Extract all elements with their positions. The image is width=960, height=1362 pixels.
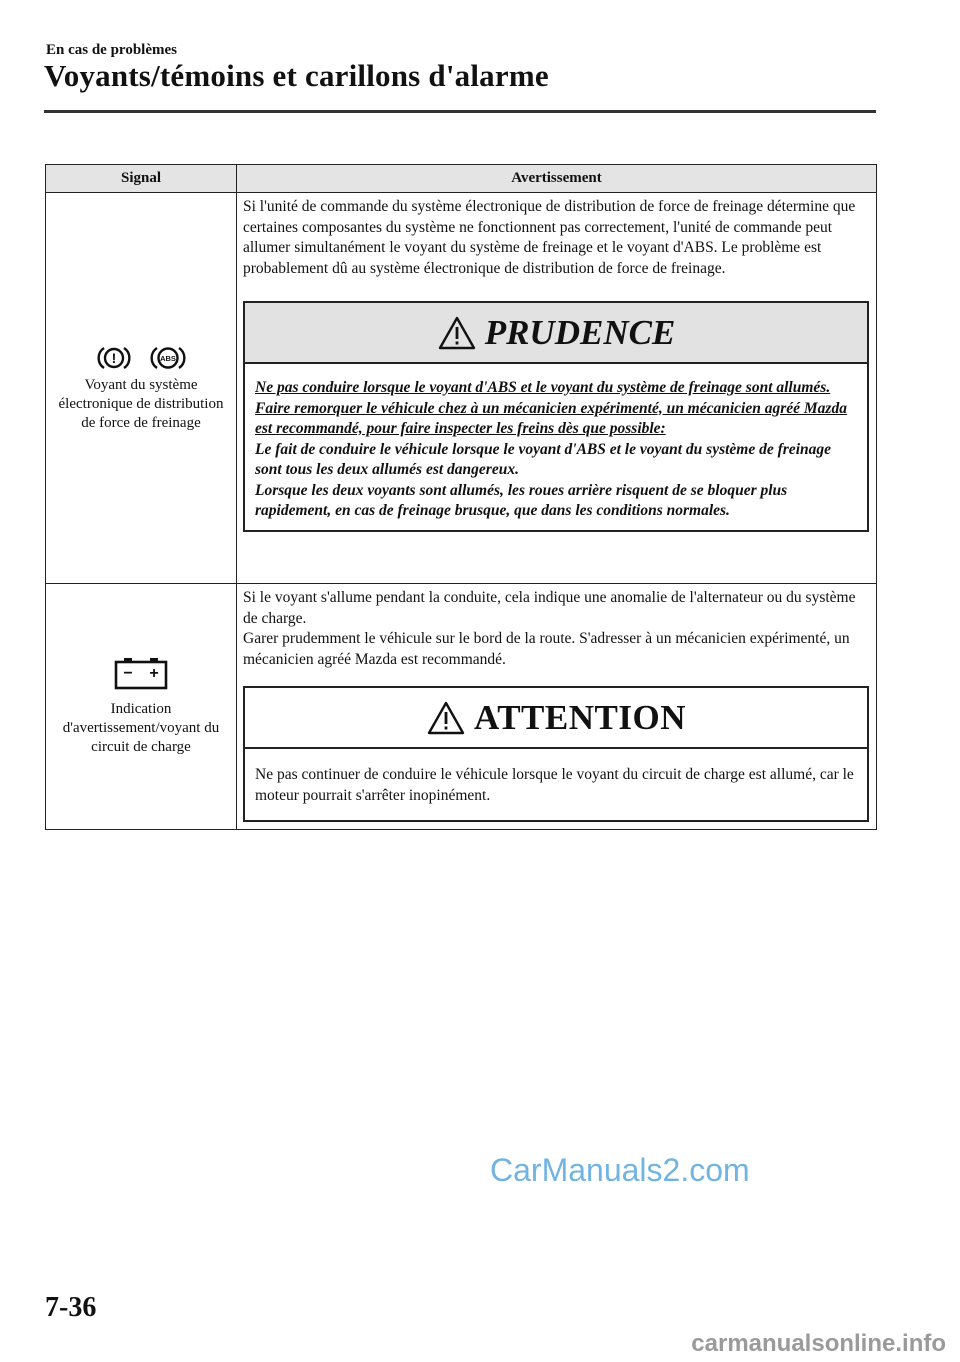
- caution-header: [245, 303, 867, 364]
- signal-cell: [46, 584, 237, 830]
- caution-box: [243, 301, 869, 532]
- table-header-row: [46, 165, 877, 193]
- caution-consequence: Lorsque les deux voyants sont allumés, les roues arrière risquent de se bloquer plus rapidement, en cas de freinage brusque, que dans les conditions normales.: [255, 481, 788, 519]
- column-header-warning: Avertissement: [237, 165, 877, 193]
- attention-header: [245, 688, 867, 749]
- page-title: Voyants/témoins et carillons d'alarme: [44, 58, 549, 93]
- abs-icon-glyph: ABS: [160, 353, 176, 363]
- title-divider: [44, 110, 876, 113]
- signal-label: Indication d'avertissement/voyant du circuit de charge: [62, 701, 220, 755]
- table-row: [46, 193, 877, 584]
- abs-warning-icon: [150, 344, 186, 372]
- brake-icon-glyph: !: [111, 349, 117, 366]
- page-number: 7-36: [45, 1292, 97, 1323]
- attention-box: [243, 686, 869, 822]
- caution-body: [245, 364, 867, 530]
- warning-triangle-icon: [437, 315, 477, 351]
- battery-icon: [114, 656, 168, 690]
- signal-icons: [46, 344, 236, 372]
- warning-description-2: Garer prudemment le véhicule sur le bord de la route. S'adresser à un mécanicien expérimenté, un mécanicien agréé Mazda est recommandé.: [243, 630, 850, 668]
- footer-watermark: carmanualsonline.info: [691, 1330, 946, 1357]
- column-header-signal: Signal: [46, 165, 237, 193]
- table-row: [46, 584, 877, 830]
- warning-cell: [237, 193, 877, 584]
- section-label: En cas de problèmes: [46, 42, 177, 58]
- warning-cell: [237, 584, 877, 830]
- attention-title: ATTENTION: [474, 697, 686, 737]
- attention-text: Ne pas continuer de conduire le véhicule lorsque le voyant du circuit de charge est allumé, car le moteur pourrait s'arrêter inopinément.: [255, 766, 854, 804]
- signal-label: Voyant du système électronique de distribution de force de freinage: [58, 376, 224, 431]
- warning-description: Si l'unité de commande du système électronique de distribution de force de freinage détermine que certaines composantes du système ne fonctionnent pas correctement, l'unité de commande peut allumer simultanément le voyant du système de freinage et le voyant d'ABS. Le problème est probablement dû au système électronique de distribution de force de freinage.: [243, 198, 856, 277]
- caution-danger: Le fait de conduire le véhicule lorsque le voyant d'ABS et le voyant du système de freinage sont tous les deux allumés est dangereux.: [255, 440, 831, 478]
- warning-triangle-icon: [426, 700, 466, 736]
- attention-body: [245, 749, 867, 820]
- battery-minus-glyph: −: [123, 665, 133, 682]
- warning-description: Si le voyant s'allume pendant la conduite, cela indique une anomalie de l'alternateur ou du système de charge.: [243, 589, 856, 627]
- caution-instruction: Ne pas conduire lorsque le voyant d'ABS et le voyant du système de freinage sont allumés. Faire remorquer le véhicule chez à un mécanicien expérimenté, un mécanicien agréé Mazda est recommandé, pour faire inspecter les freins dès que possible:: [255, 379, 847, 437]
- watermark: CarManuals2.com: [490, 1152, 750, 1188]
- warning-table: [45, 164, 877, 830]
- caution-title: PRUDENCE: [484, 312, 676, 352]
- brake-warning-icon: [96, 344, 132, 372]
- signal-icons: [46, 656, 236, 690]
- battery-plus-glyph: +: [149, 665, 159, 682]
- signal-cell: [46, 193, 237, 584]
